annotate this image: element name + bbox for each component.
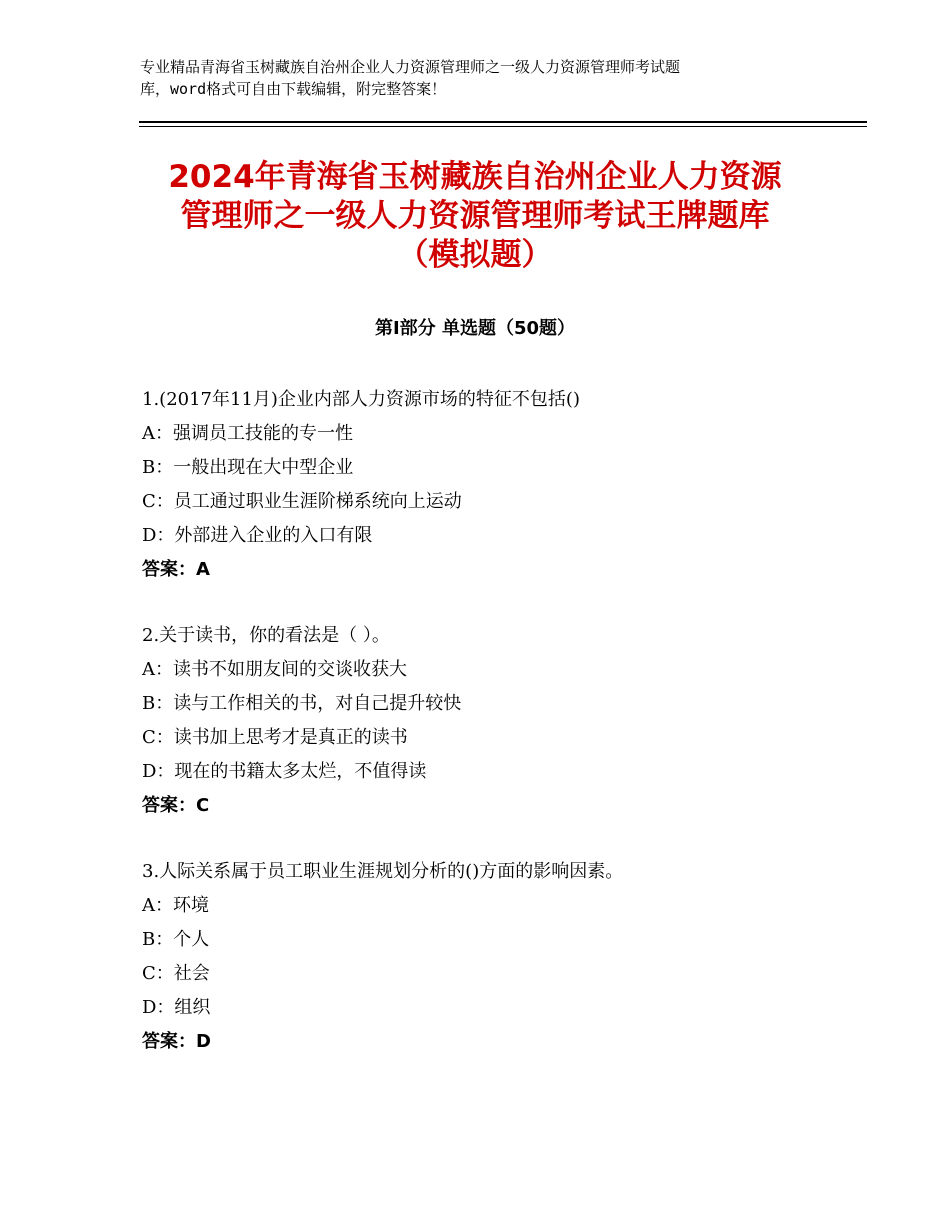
header-note xyxy=(140,56,830,100)
section-title: 第Ⅰ部分 单选题（50题） xyxy=(374,318,575,339)
option-c: C：读书加上思考才是真正的读书 xyxy=(142,727,408,748)
answer: 答案：A xyxy=(142,559,210,580)
header-note-line-2: 库，word格式可自由下载编辑，附完整答案！ xyxy=(140,80,447,98)
option-a: A：强调员工技能的专一性 xyxy=(142,423,353,444)
answer: 答案：D xyxy=(142,1031,211,1052)
option-b: B：一般出现在大中型企业 xyxy=(142,457,354,478)
header-divider-thin xyxy=(139,126,867,127)
question-stem: 3.人际关系属于员工职业生涯规划分析的()方面的影响因素。 xyxy=(142,861,624,882)
document-title-line-3: （模拟题） xyxy=(397,237,553,273)
document-title xyxy=(110,158,840,275)
question-list xyxy=(142,383,842,1091)
question-stem: 2.关于读书，你的看法是（ ）。 xyxy=(142,625,390,646)
option-d: D：组织 xyxy=(142,997,211,1018)
header-note-line-1: 专业精品青海省玉树藏族自治州企业人力资源管理师之一级人力资源管理师考试题 xyxy=(140,58,681,76)
option-d: D：现在的书籍太多太烂，不值得读 xyxy=(142,761,427,782)
question-3 xyxy=(142,855,842,1059)
option-a: A：读书不如朋友间的交谈收获大 xyxy=(142,659,407,680)
question-1 xyxy=(142,383,842,587)
option-d: D：外部进入企业的入口有限 xyxy=(142,525,373,546)
question-stem: 1.(2017年11月)企业内部人力资源市场的特征不包括() xyxy=(142,389,580,410)
header-divider xyxy=(139,121,867,123)
question-2 xyxy=(142,619,842,823)
option-c: C：社会 xyxy=(142,963,210,984)
option-a: A：环境 xyxy=(142,895,209,916)
option-c: C：员工通过职业生涯阶梯系统向上运动 xyxy=(142,491,462,512)
document-title-line-2: 管理师之一级人力资源管理师考试王牌题库 xyxy=(180,198,770,234)
document-title-line-1: 2024年青海省玉树藏族自治州企业人力资源 xyxy=(168,159,782,195)
answer: 答案：C xyxy=(142,795,210,816)
option-b: B：读与工作相关的书，对自己提升较快 xyxy=(142,693,462,714)
option-b: B：个人 xyxy=(142,929,210,950)
